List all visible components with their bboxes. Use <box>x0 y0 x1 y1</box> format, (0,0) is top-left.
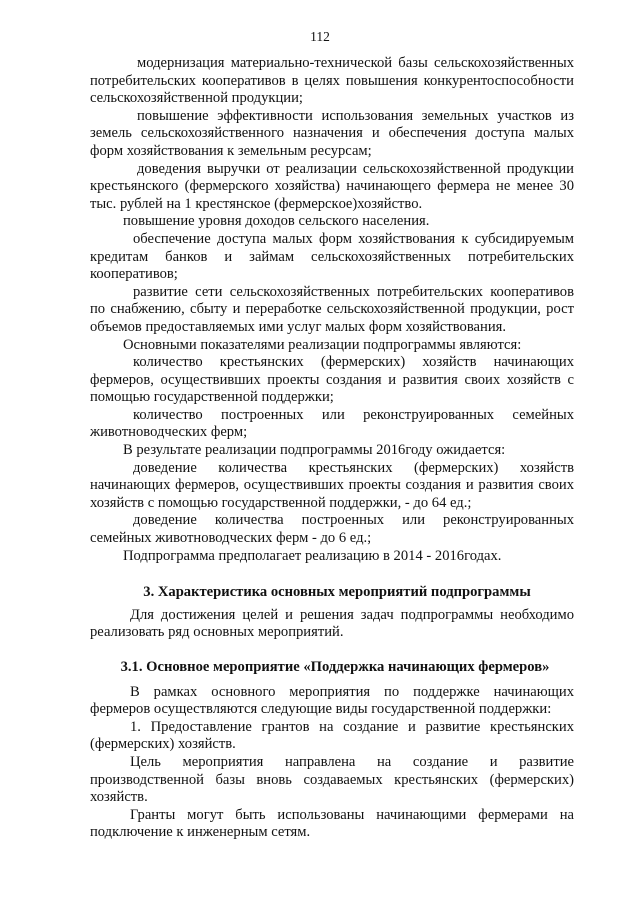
paragraph: количество построенных или реконструированных семейных животноводческих ферм; <box>90 406 574 441</box>
paragraph: доведение количества построенных или реконструированных семейных животноводческих ферм - до 6 ед.; <box>90 512 574 547</box>
section-heading: 3. Характеристика основных мероприятий подпрограммы <box>143 584 531 601</box>
paragraph: доведения выручки от реализации сельскохозяйственной продукции крестьянского (фермерского хозяйства) начинающего фермера не менее 30 тыс. рублей на 1 крестянское (фермерскoe)хозяйство. <box>90 160 574 212</box>
paragraph: Подпрограмма предполагает реализацию в 2014 - 2016годах. <box>123 547 502 564</box>
paragraph: Цель мероприятия направлена на создание и развитие производственной базы вновь создаваемых крестьянских (фермерских) хозяйств. <box>90 753 574 806</box>
paragraph: Для достижения целей и решения задач подпрограммы необходимо реализовать ряд основных мероприятий. <box>90 606 574 641</box>
paragraph: обеспечение доступа малых форм хозяйствования к субсидируемым кредитам банков и займам сельскохозяйственных потребительских кооперативов; <box>90 230 574 283</box>
paragraph: В результате реализации подпрограммы 2016году ожидается: <box>123 442 506 459</box>
paragraph: количество крестьянских (фермерских) хозяйств начинающих фермеров, осуществивших проекты создания и развития своих хозяйств с помощью государственной поддержки; <box>90 354 574 406</box>
paragraph: повышение эффективности использования земельных участков из земель сельскохозяйственного назначения и обеспечения доступа малых форм хозяйствования к земельным ресурсам; <box>90 107 574 159</box>
subsection-heading: 3.1. Основное мероприятие «Поддержка начинающих фермеров» <box>120 659 550 675</box>
paragraph: повышение уровня доходов сельского населения. <box>123 213 430 230</box>
paragraph: доведение количества крестьянских (фермерских) хозяйств начинающих фермеров, осуществивших проекты создания и развития своих хозяйств с помощью государственной поддержки, - до 64 ед.; <box>90 459 574 511</box>
document-body <box>90 55 574 842</box>
paragraph: Основными показателями реализации подпрограммы являются: <box>123 336 522 353</box>
paragraph: развитие сети сельскохозяйственных потребительских кооперативов по снабжению, сбыту и переработке сельскохозяйственной продукции, рост объемов предоставляемых ими услуг малых форм хозяйствования. <box>90 283 574 335</box>
page-number: 112 <box>310 29 330 44</box>
paragraph: В рамках основного мероприятия по поддержке начинающих фермеров осуществляются следующие виды государственной поддержки: <box>90 683 574 718</box>
paragraph: Гранты могут быть использованы начинающими фермерами на подключение к инженерным сетям. <box>90 806 574 841</box>
paragraph: модернизация материально-технической базы сельскохозяйственных потребительских кооперативов в целях повышения конкурентоспособности сельскохозяйственной продукции; <box>90 55 574 107</box>
paragraph: 1. Предоставление грантов на создание и развитие крестьянских (фермерских) хозяйств. <box>90 718 574 753</box>
